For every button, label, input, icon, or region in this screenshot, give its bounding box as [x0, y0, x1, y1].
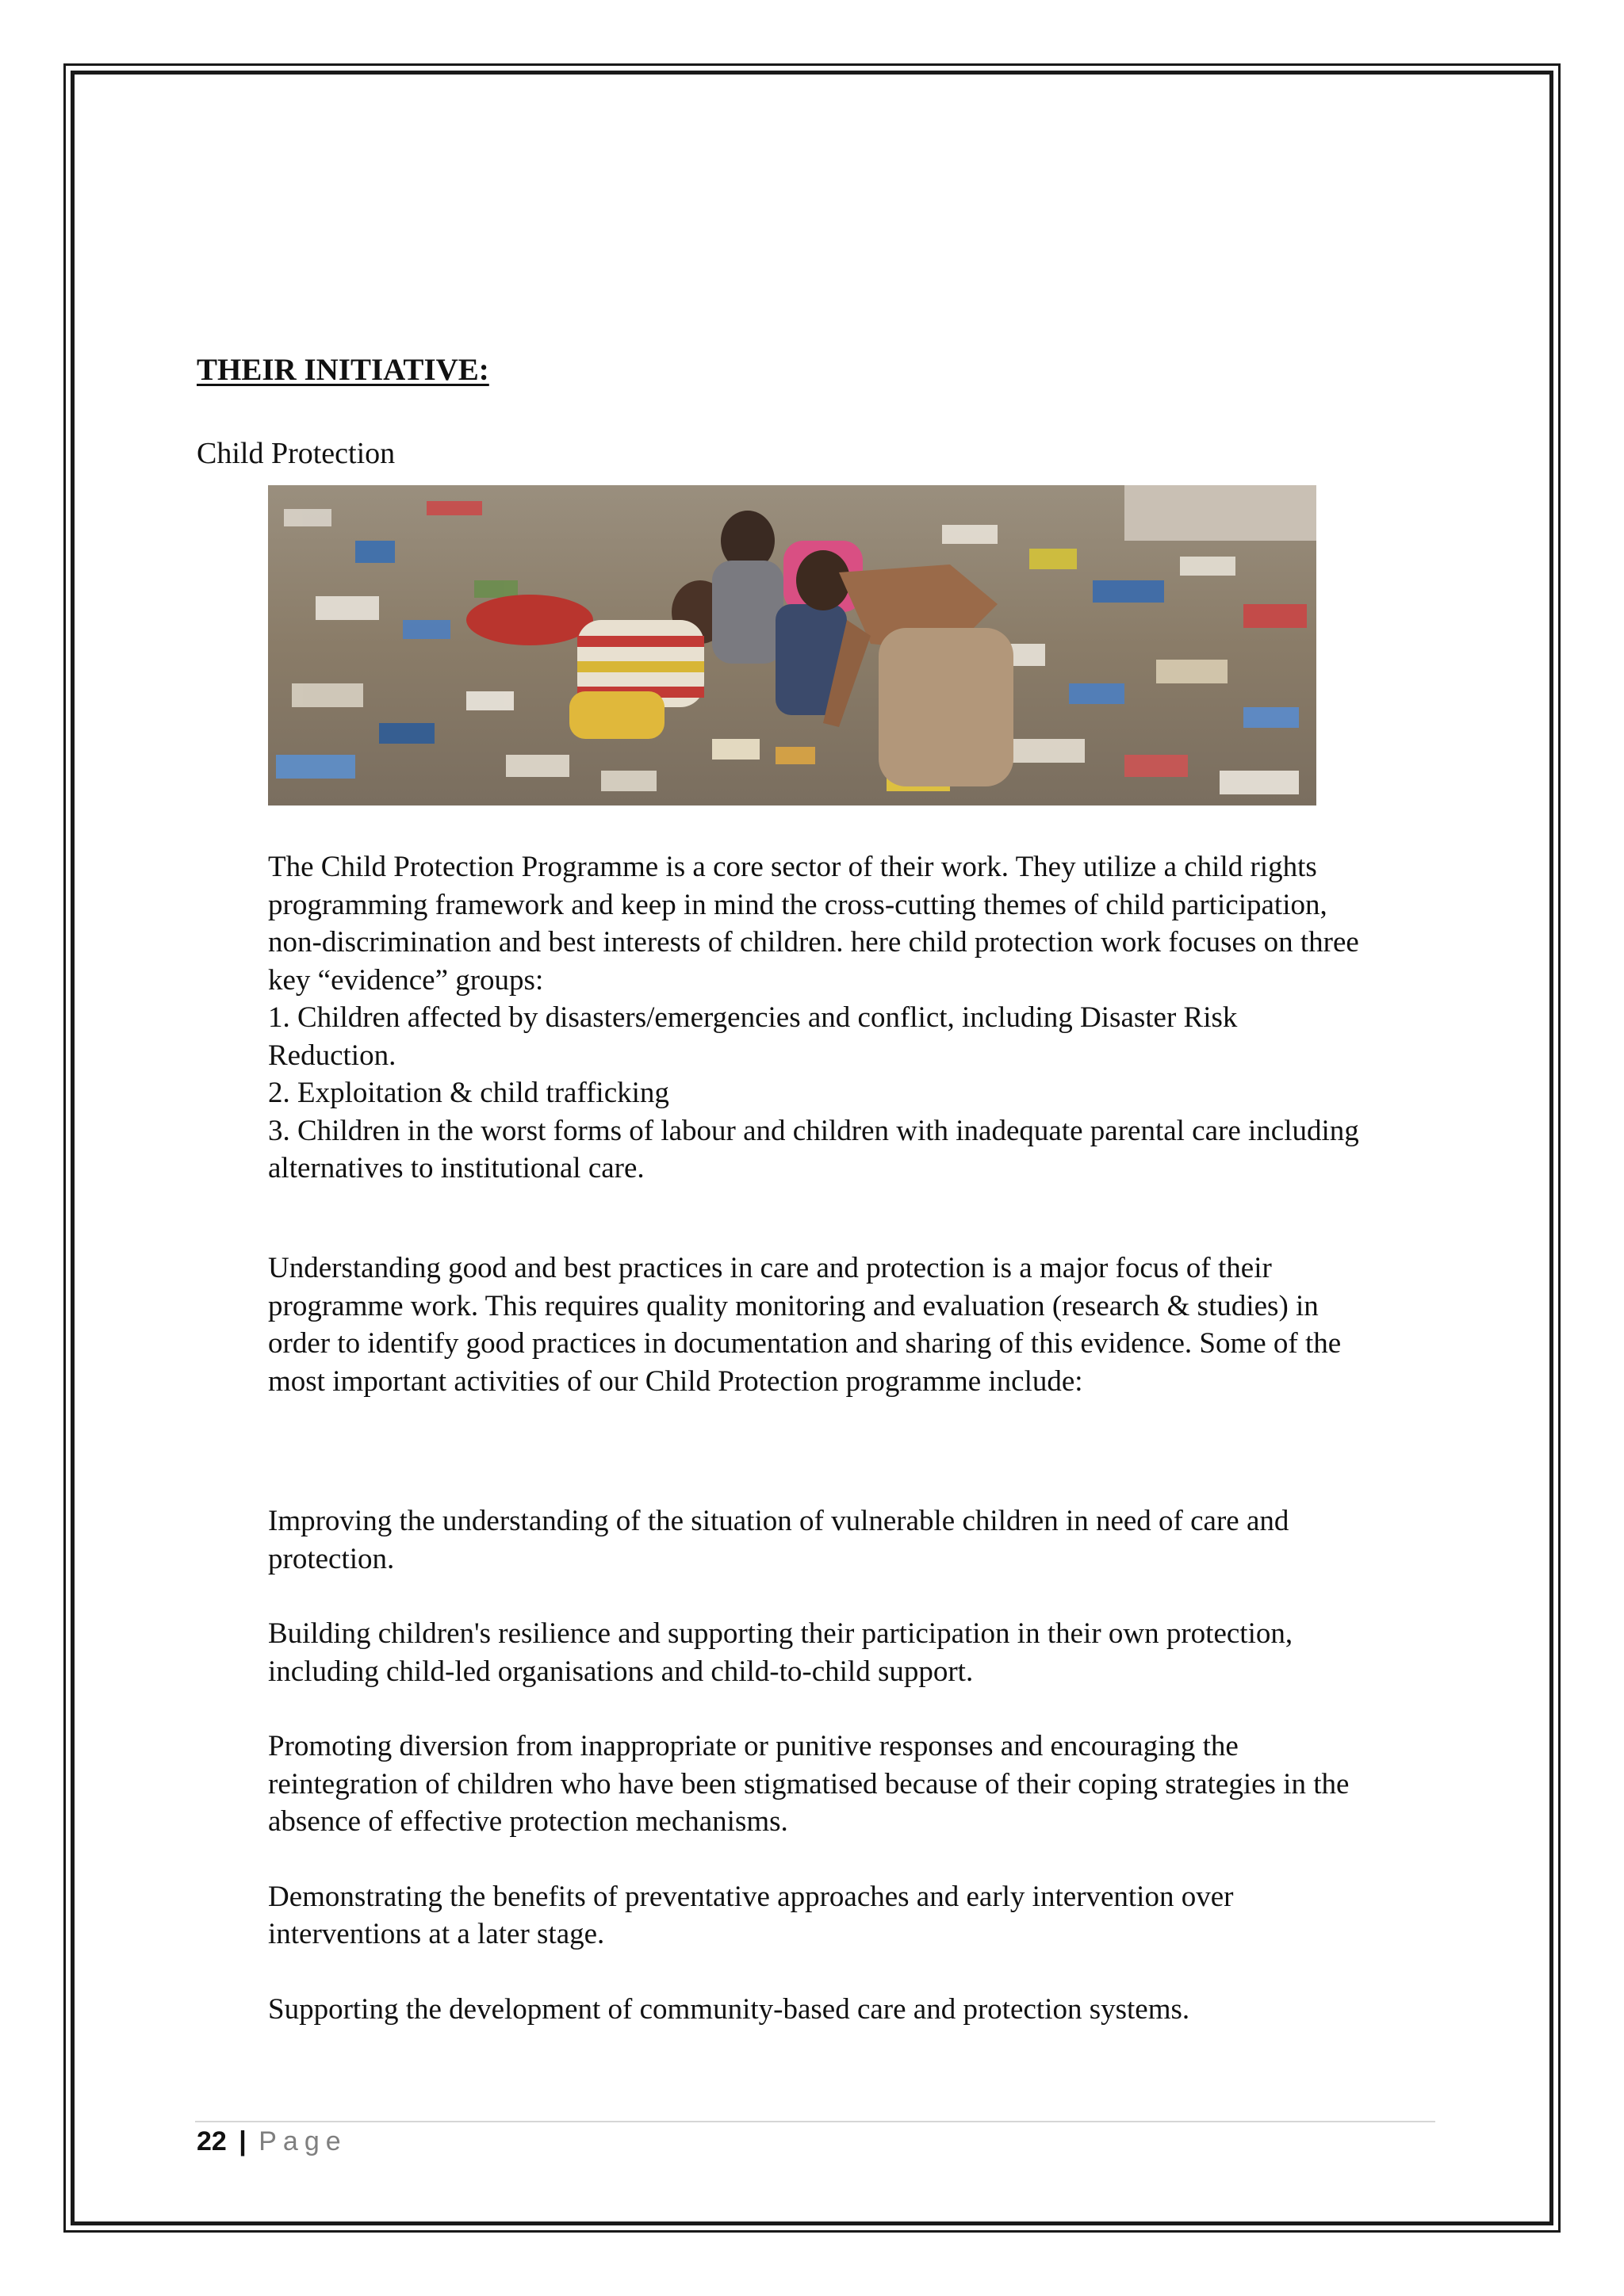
intro-paragraph: The Child Protection Programme is a core sector of their work. They utilize a child rights programming framework and keep in mind the cross-cutting themes of child participation, non-discrimination and best interests of children. here child protection work focuses on three key “evidence” groups:	[268, 851, 1359, 997]
practices-section	[268, 1249, 1362, 1400]
section-heading: THEIR INITIATIVE:	[197, 353, 489, 387]
activity-item: Promoting diversion from inappropriate or punitive responses and encouraging the reintegration of children who have been stigmatised because of their coping strategies in the absence of effective protection mechanisms.	[268, 1730, 1350, 1838]
evidence-group-item: 1. Children affected by disasters/emergencies and conflict, including Disaster Risk Reduction.	[268, 1001, 1238, 1072]
footer-divider	[195, 2121, 1435, 2122]
page-number: 22	[197, 2126, 227, 2156]
activity-item: Demonstrating the benefits of preventative approaches and early intervention over interventions at a later stage.	[268, 1880, 1234, 1950]
page-footer	[197, 2126, 347, 2157]
child-protection-photo	[268, 485, 1316, 806]
evidence-group-item: 2. Exploitation & child trafficking	[268, 1077, 669, 1109]
footer-separator: |	[239, 2126, 247, 2156]
activity-item: Building children's resilience and supporting their participation in their own protection, including child-led organisations and child-to-child support.	[268, 1617, 1293, 1688]
intro-section	[268, 848, 1362, 1188]
subsection-title: Child Protection	[197, 437, 396, 470]
activity-item: Supporting the development of community-based care and protection systems.	[268, 1992, 1190, 2026]
activity-item: Improving the understanding of the situation of vulnerable children in need of care and protection.	[268, 1505, 1289, 1575]
practices-paragraph: Understanding good and best practices in care and protection is a major focus of their programme work. This requires quality monitoring and evaluation (research & studies) in order to identify good practices in documentation and sharing of this evidence. Some of the most important activities of our Child Protection programme include:	[268, 1252, 1342, 1398]
evidence-group-item: 3. Children in the worst forms of labour and children with inadequate parental care including alternatives to institutional care.	[268, 1114, 1359, 1184]
page-label: Page	[259, 2126, 347, 2156]
activities-list	[268, 1502, 1362, 2028]
